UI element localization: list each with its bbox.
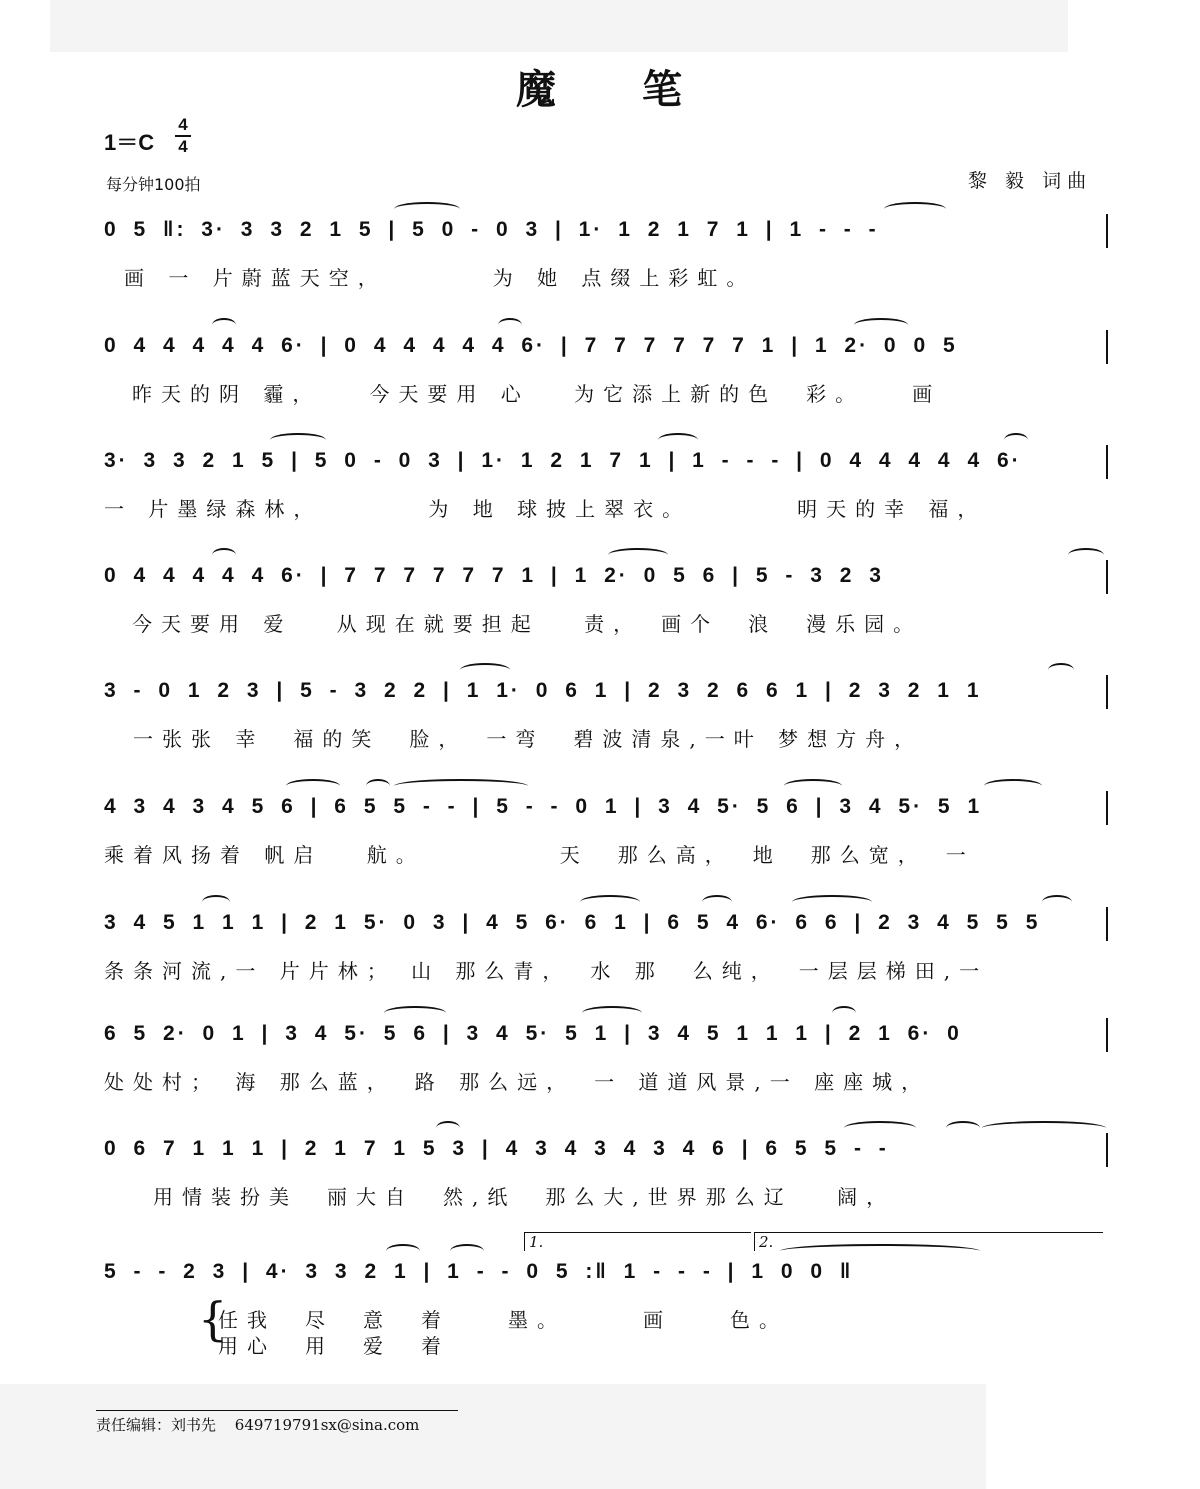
notation-text: 5 - - 2 3 | 4· 3 3 2 1 | 1 - - 0 5 :‖ 1 - - - | 1 0 0 ‖ [104,1260,854,1283]
tie-mark [580,895,640,909]
tie-mark [946,1121,980,1135]
score-row-5 [104,671,1114,781]
tie-mark [582,1006,642,1020]
tie-mark [212,318,236,332]
notation-text: 0 4 4 4 4 4 6· | 0 4 4 4 4 4 6· | 7 7 7 7 7 7 1 | 1 2· 0 0 5 [104,334,958,357]
bar-line [1106,791,1108,825]
notation-text: 4 3 4 3 4 5 6 | 6 5 5 - - | 5 - - 0 1 | 3 4 5· 5 6 | 3 4 5· 5 1 [104,795,983,818]
notation-line [104,556,1114,604]
second-ending-label: 2. [759,1233,774,1251]
tie-mark [1048,663,1074,677]
time-signature [172,116,194,156]
tie-mark [212,548,236,562]
tie-mark [1068,548,1104,562]
tie-mark [984,779,1042,793]
notation-text: 3 4 5 1 1 1 | 2 1 5· 0 3 | 4 5 6· 6 1 | 6 5 4 6· 6 6 | 2 3 4 5 5 5 [104,911,1041,934]
notation-text: 0 4 4 4 4 4 6· | 7 7 7 7 7 7 1 | 1 2· 0 5 6 | 5 - 3 2 3 [104,564,884,587]
lyric-line: 画 一 片蔚蓝天空， 为 她 点缀上彩虹。 [124,266,756,290]
tie-mark [436,1121,460,1135]
lyric-line: 昨天的阴 霾， 今天要用 心 为它添上新的色 彩。 画 [132,382,942,406]
first-ending-label: 1. [529,1233,544,1251]
tie-mark [1042,895,1072,909]
tie-mark [780,1244,980,1258]
notation-line [104,326,1114,374]
editor-email: 649719791sx@sina.com [234,1416,420,1434]
score-row-2 [104,326,1114,436]
score-row-7 [104,903,1114,1013]
tempo-marking: 每分钟100拍 [106,175,201,194]
notation-text: 3 - 0 1 2 3 | 5 - 3 2 2 | 1 1· 0 6 1 | 2 3 2 6 6 1 | 2 3 2 1 1 [104,679,982,702]
notation-text: 3· 3 3 2 1 5 | 5 0 - 0 3 | 1· 1 2 1 7 1 | 1 - - - | 0 4 4 4 4 4 6· [104,449,1022,472]
lyric-line: 任我 尽 意 着 墨。 画 色。 [218,1308,788,1332]
lyric-line: 条条河流,一 片片林； 山 那么青， 水 那 么纯， 一层层梯田,一 [104,959,989,983]
tie-mark [702,895,732,909]
footer-credit [96,1414,433,1435]
song-title: 魔 笔 [516,66,684,113]
tie-mark [854,318,908,332]
bar-line [1106,907,1108,941]
lyric-line: 一 片墨绿森林， 为 地 球披上翠衣。 明天的幸 福， [104,497,987,521]
notation-line [104,1233,1114,1300]
notation-text: 6 5 2· 0 1 | 3 4 5· 5 6 | 3 4 5· 5 1 | 3 4 5 1 1 1 | 2 1 6· 0 [104,1022,962,1045]
bar-line [1106,445,1108,479]
tie-mark [608,548,668,562]
score-row-9 [104,1129,1114,1239]
score-row-3 [104,441,1114,551]
meter-top: 4 [178,115,188,134]
notation-line [104,210,1114,258]
tie-mark [784,779,842,793]
notation-line [104,787,1114,835]
tie-mark [384,1006,446,1020]
lyric-line: 乘着风扬着 帆启 航。 天 那么高， 地 那么宽， 一 [104,843,975,867]
tie-mark [498,318,522,332]
bar-line [1106,330,1108,364]
bar-line [1106,214,1108,248]
tie-mark [832,1006,856,1020]
notation-line [104,671,1114,719]
notation-line [104,903,1114,951]
tie-mark [884,202,946,216]
composer-credit: 黎 毅 词曲 [968,170,1093,192]
tie-mark [394,202,460,216]
tie-mark [386,1244,420,1258]
tie-mark [792,895,872,909]
lyric-line: 处处村； 海 那么蓝， 路 那么远， 一 道道风景,一 座座城， [104,1070,931,1094]
tie-mark [844,1121,916,1135]
tie-mark [270,433,326,447]
key-signature: 1＝C [104,130,155,155]
notation-text: 0 6 7 1 1 1 | 2 1 7 1 5 3 | 4 3 4 3 4 3 4 6 | 6 5 5 - - [104,1137,889,1160]
verse2-lyric: 用心 用 爱 着 [218,1334,450,1358]
tie-mark [366,779,390,793]
tie-mark [982,1121,1106,1135]
verse-brace: { [198,1292,228,1346]
tie-mark [202,895,230,909]
bar-line [1106,675,1108,709]
tie-mark [460,663,510,677]
notation-line [104,1014,1114,1062]
score-row-6 [104,787,1114,897]
bar-line [1106,560,1108,594]
lyric-line: 用情装扮美 丽大自 然,纸 那么大,世界那么辽 阔， [124,1185,896,1209]
meter-bottom: 4 [178,137,188,156]
bar-line [1106,1018,1108,1052]
notation-line [104,1129,1114,1177]
tie-mark [658,433,698,447]
bar-line [1106,1133,1108,1167]
footer-rule [96,1410,458,1411]
footer-band [0,1384,986,1489]
notation-text: 0 5 ‖: 3· 3 3 2 1 5 | 5 0 - 0 3 | 1· 1 2 1 7 1 | 1 - - - [104,218,879,241]
notation-line [104,441,1114,489]
score-row-1 [104,210,1114,320]
score-row-4 [104,556,1114,666]
first-ending-bracket [524,1232,751,1251]
tie-mark [1004,433,1028,447]
top-band [50,0,1068,52]
tie-mark [394,779,528,793]
tie-mark [286,779,340,793]
score-row-8 [104,1014,1114,1124]
editor-credit: 责任编辑：刘书先 [96,1416,217,1434]
tie-mark [450,1244,484,1258]
lyric-line: 今天要用 爱 从现在就要担起 责， 画个 浪 漫乐园。 [132,612,923,636]
lyric-line: 一张张 幸 福的笑 脸， 一弯 碧波清泉,一叶 梦想方舟， [104,727,924,751]
